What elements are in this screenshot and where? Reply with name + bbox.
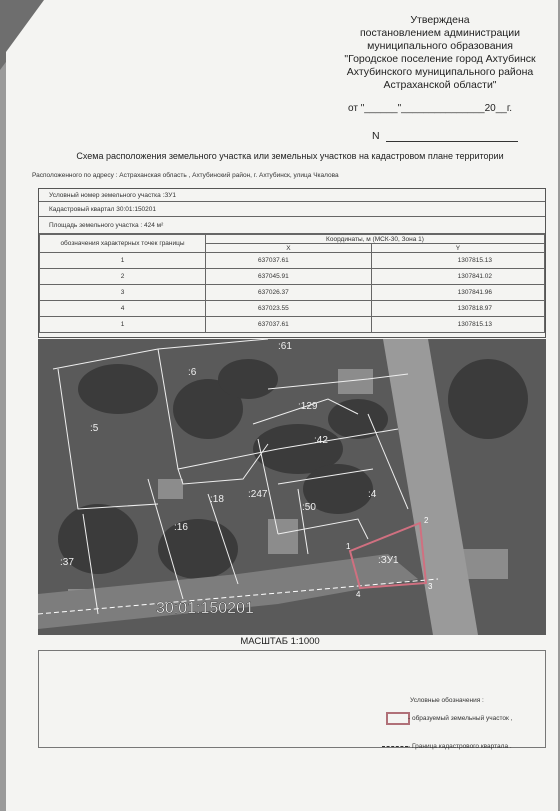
x-cell: 637045.91 — [206, 269, 372, 285]
map-label: :37 — [60, 557, 74, 568]
table-row — [40, 301, 545, 317]
map-label: :5 — [90, 423, 99, 434]
point-label: 4 — [356, 590, 361, 599]
cadastral-block-row: Кадастровый квартал 30:01:150201 — [39, 202, 545, 217]
legend-boundary: - Граница кадастрового квартала . — [408, 743, 512, 750]
y-cell: 1307815.13 — [371, 253, 544, 269]
map-label: :4 — [368, 489, 377, 500]
header-line: Ахтубинского муниципального района — [346, 66, 534, 78]
parcel-swatch — [386, 712, 410, 725]
address-line: Расположенного по адресу : Астраханская область , Ахтубинский район, г. Ахтубинск, улица Чкалова — [32, 172, 339, 179]
map-label: :247 — [248, 489, 268, 500]
y-cell: 1307841.02 — [371, 269, 544, 285]
scale-label: МАСШТАБ 1:1000 — [240, 636, 320, 647]
header-line: Астраханской области" — [383, 79, 497, 91]
point-cell: 1 — [40, 253, 206, 269]
y-cell: 1307841.96 — [371, 285, 544, 301]
coords-header: Координаты, м (МСК-30, Зона 1) — [206, 235, 545, 244]
number-underline — [386, 141, 518, 142]
point-cell: 3 — [40, 285, 206, 301]
x-cell: 637026.37 — [206, 285, 372, 301]
x-cell: 637037.61 — [206, 317, 372, 333]
map-label: :61 — [278, 341, 292, 352]
number-label: N — [372, 130, 380, 142]
map-svg — [38, 339, 546, 635]
legend-title: Условные обозначения : — [410, 697, 484, 704]
table-row — [40, 285, 545, 301]
point-label: 2 — [424, 516, 429, 525]
boundary-swatch — [382, 746, 408, 747]
parcel-number-row: Условный номер земельного участка :ЗУ1 — [39, 189, 545, 202]
header-line: муниципального образования — [367, 40, 513, 52]
table-row — [40, 269, 545, 285]
point-cell: 2 — [40, 269, 206, 285]
point-cell: 4 — [40, 301, 206, 317]
x-header: X — [206, 244, 372, 253]
map-label: :ЗУ1 — [378, 555, 399, 566]
point-label: 3 — [428, 582, 433, 591]
point-label: 1 — [346, 542, 351, 551]
x-cell: 637037.61 — [206, 253, 372, 269]
map-label: :50 — [302, 502, 316, 513]
header-line: постановлением администрации — [359, 27, 521, 39]
document-title: Схема расположения земельного участка или земельных участков на кадастровом плане территории — [76, 151, 504, 161]
y-cell: 1307818.97 — [371, 301, 544, 317]
block-label: 30:01:150201 — [156, 600, 254, 617]
map-label: :16 — [174, 522, 188, 533]
map-label: :129 — [298, 401, 318, 412]
y-header: Y — [371, 244, 544, 253]
table-row — [40, 253, 545, 269]
info-table — [38, 188, 546, 338]
x-cell: 637023.55 — [206, 301, 372, 317]
cadastral-map — [38, 339, 546, 635]
map-label: :42 — [314, 435, 328, 446]
map-label: :6 — [188, 367, 197, 378]
y-cell: 1307815.13 — [371, 317, 544, 333]
coordinates-table — [39, 234, 545, 333]
header-line: "Городское поселение город Ахтубинск — [344, 53, 536, 65]
approval-header — [330, 14, 550, 92]
point-cell: 1 — [40, 317, 206, 333]
header-line: Утверждена — [410, 14, 470, 26]
table-row — [40, 317, 545, 333]
date-line: от "______"_______________20__г. — [348, 103, 513, 114]
area-row: Площадь земельного участка : 424 м² — [39, 217, 545, 234]
legend-parcel: - образуемый земельный участок , — [408, 715, 513, 722]
points-header: обозначения характерных точек границы — [40, 235, 206, 253]
map-label: :18 — [210, 494, 224, 505]
